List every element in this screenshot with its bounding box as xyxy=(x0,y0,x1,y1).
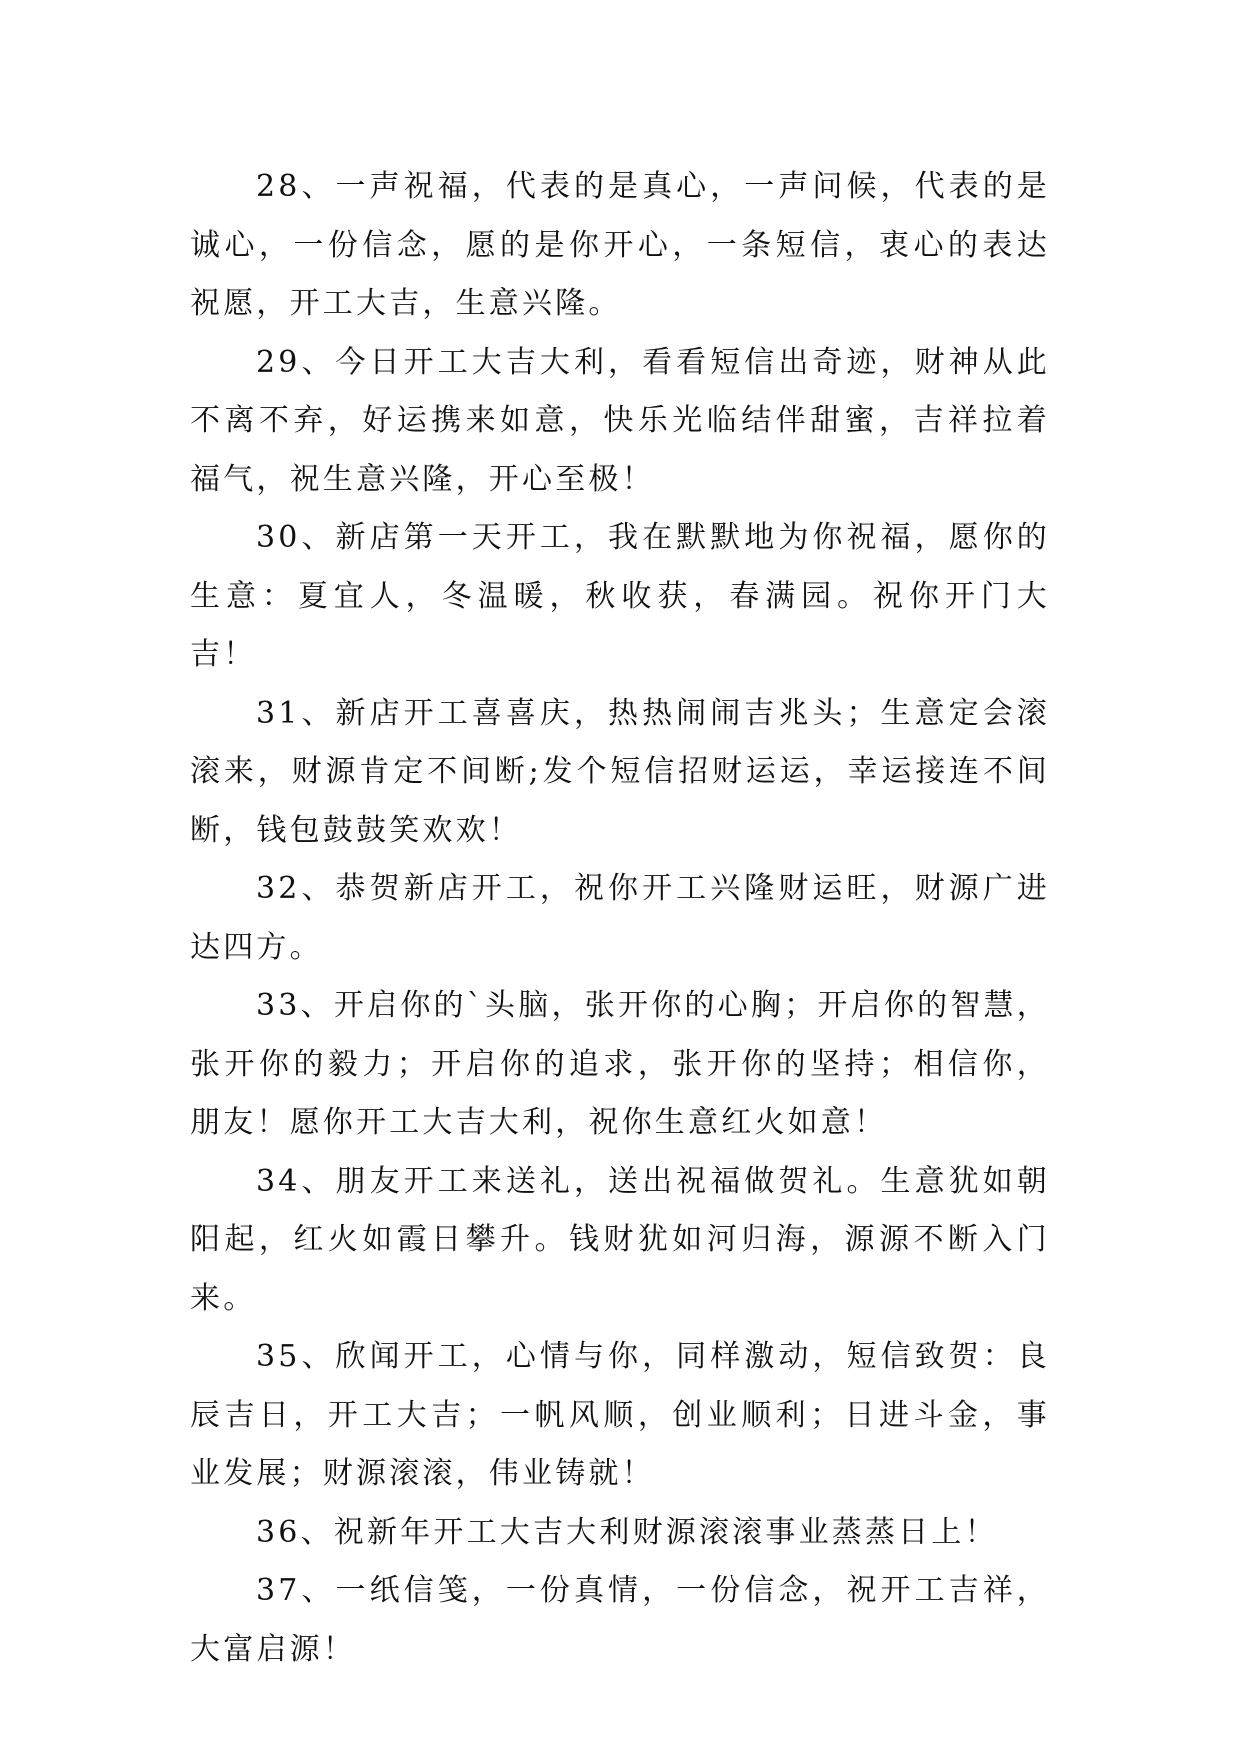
paragraph-36: 36、祝新年开工大吉大利财源滚滚事业蒸蒸日上！ xyxy=(256,1514,998,1550)
paragraph-33: 33、开启你的`头脑，张开你的心胸；开启你的智慧，张开你的毅力；开启你的追求，张开你的坚持；相信你，朋友！愿你开工大吉大利，祝你生意红火如意！ xyxy=(190,988,1050,1140)
document-body xyxy=(190,158,1050,1679)
paragraph-28: 28、一声祝福，代表的是真心，一声问候，代表的是诚心，一份信念，愿的是你开心，一条短信，衷心的表达祝愿，开工大吉，生意兴隆。 xyxy=(190,169,1050,321)
paragraph-35: 35、欣闻开工，心情与你，同样激动，短信致贺：良辰吉日，开工大吉；一帆风顺，创业顺利；日进斗金，事业发展；财源滚滚，伟业铸就！ xyxy=(190,1339,1050,1491)
paragraph-29: 29、今日开工大吉大利，看看短信出奇迹，财神从此不离不弃，好运携来如意，快乐光临结伴甜蜜，吉祥拉着福气，祝生意兴隆，开心至极！ xyxy=(190,344,1050,497)
paragraph-37: 37、一纸信笺，一份真情，一份信念，祝开工吉祥，大富启源！ xyxy=(190,1573,1050,1667)
paragraph-31: 31、新店开工喜喜庆，热热闹闹吉兆头；生意定会滚滚来，财源肯定不间断;发个短信招财运运，幸运接连不间断，钱包鼓鼓笑欢欢！ xyxy=(190,695,1050,848)
paragraph-34: 34、朋友开工来送礼，送出祝福做贺礼。生意犹如朝阳起，红火如霞日攀升。钱财犹如河归海，源源不断入门来。 xyxy=(190,1163,1050,1316)
paragraph-30: 30、新店第一天开工，我在默默地为你祝福，愿你的生意：夏宜人，冬温暖，秋收获，春满园。祝你开门大吉！ xyxy=(190,520,1050,672)
paragraph-32: 32、恭贺新店开工，祝你开工兴隆财运旺，财源广进达四方。 xyxy=(190,871,1050,965)
